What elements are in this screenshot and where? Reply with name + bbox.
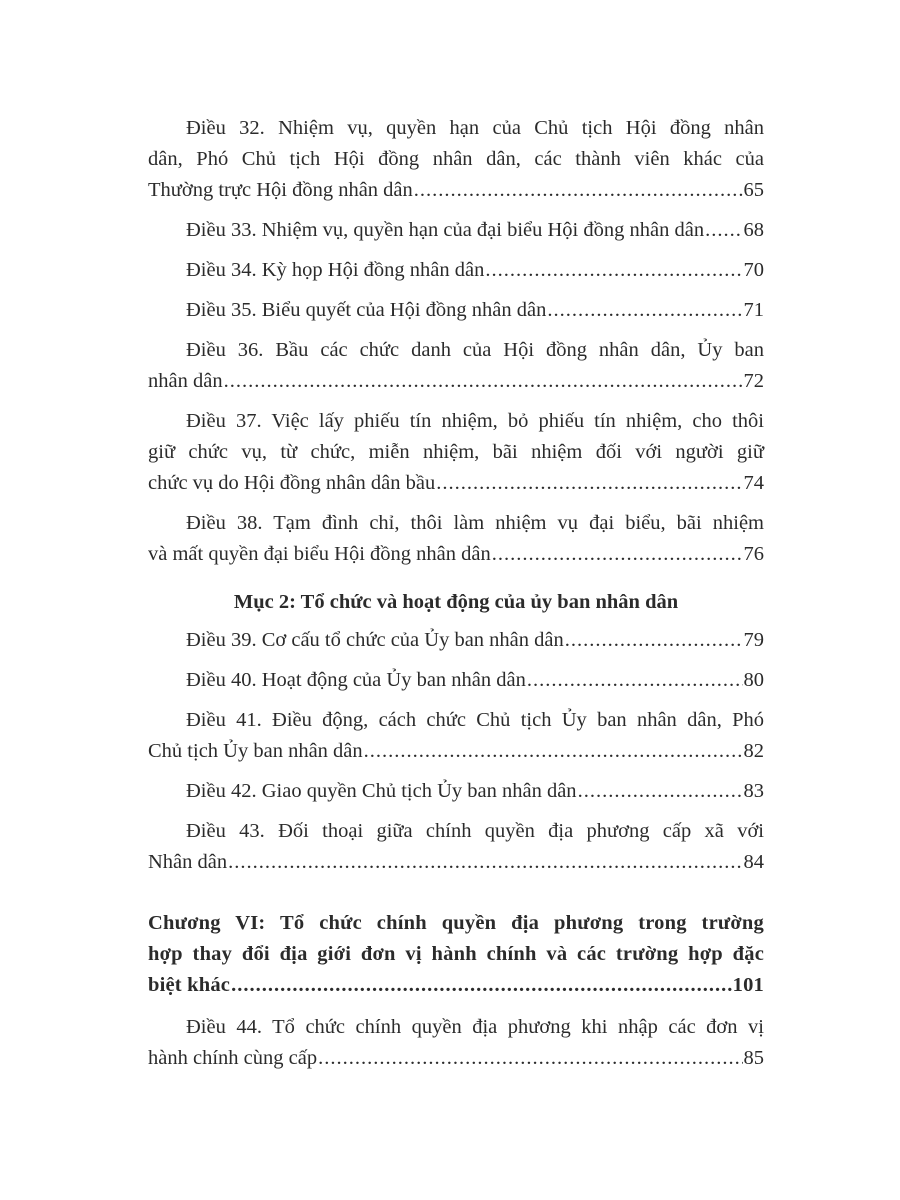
dot-leader bbox=[485, 255, 742, 286]
page-number: 84 bbox=[743, 851, 764, 873]
toc-line bbox=[148, 508, 764, 539]
page-number: 82 bbox=[743, 740, 764, 762]
toc-article-entry bbox=[148, 1012, 764, 1074]
toc-line-text: Điều 33. Nhiệm vụ, quyền hạn của đại biểu Hội đồng nhân dân bbox=[186, 219, 705, 241]
dot-leader bbox=[318, 1043, 742, 1074]
toc-article-entry bbox=[148, 816, 764, 878]
toc-line bbox=[148, 908, 764, 939]
dot-leader bbox=[364, 736, 743, 767]
toc-line-text: Điều 41. Điều động, cách chức Chủ tịch Ủy ban nhân dân, Phó bbox=[186, 709, 764, 731]
toc-line-text: chức vụ do Hội đồng nhân dân bầu bbox=[148, 472, 436, 494]
toc-line-text: dân, Phó Chủ tịch Hội đồng nhân dân, các thành viên khác của bbox=[148, 148, 764, 170]
page-number: 80 bbox=[743, 669, 764, 691]
toc-line-text: nhân dân bbox=[148, 370, 223, 392]
toc-line bbox=[148, 175, 764, 206]
dot-leader bbox=[228, 847, 742, 878]
page-number: 70 bbox=[743, 259, 764, 281]
page-number: 83 bbox=[743, 780, 764, 802]
toc-line-text: Điều 35. Biểu quyết của Hội đồng nhân dân bbox=[186, 299, 547, 321]
dot-leader bbox=[414, 175, 743, 206]
dot-leader bbox=[492, 539, 743, 570]
toc-line-text: Điều 37. Việc lấy phiếu tín nhiệm, bỏ phiếu tín nhiệm, cho thôi bbox=[186, 410, 764, 432]
dot-leader bbox=[705, 215, 742, 246]
page-number: 101 bbox=[732, 974, 764, 996]
page-number: 79 bbox=[743, 629, 764, 651]
toc-line-text: Điều 42. Giao quyền Chủ tịch Ủy ban nhân dân bbox=[186, 780, 577, 802]
dot-leader bbox=[547, 295, 742, 326]
toc-line-text: Điều 40. Hoạt động của Ủy ban nhân dân bbox=[186, 669, 526, 691]
toc-line bbox=[148, 539, 764, 570]
toc-line-text: biệt khác bbox=[148, 974, 231, 996]
toc-line bbox=[148, 406, 764, 437]
dot-leader bbox=[231, 970, 732, 1001]
toc-line-text: Điều 34. Kỳ họp Hội đồng nhân dân bbox=[186, 259, 485, 281]
page-number: 74 bbox=[743, 472, 764, 494]
page-number: 76 bbox=[743, 543, 764, 565]
toc-article-entry bbox=[148, 255, 764, 286]
toc-line-text: Điều 36. Bầu các chức danh của Hội đồng nhân dân, Ủy ban bbox=[186, 339, 764, 361]
toc-line bbox=[148, 437, 764, 468]
toc-line bbox=[148, 144, 764, 175]
toc-line-text: Điều 44. Tổ chức chính quyền địa phương khi nhập các đơn vị bbox=[186, 1016, 764, 1038]
toc-line bbox=[148, 113, 764, 144]
toc-line-text: hợp thay đổi địa giới đơn vị hành chính và các trường hợp đặc bbox=[148, 943, 764, 965]
toc-line bbox=[148, 255, 764, 286]
page-number: 65 bbox=[743, 179, 764, 201]
dot-leader bbox=[527, 665, 743, 696]
page-number: 68 bbox=[743, 219, 764, 241]
toc-line bbox=[148, 705, 764, 736]
toc-line bbox=[148, 215, 764, 246]
section-heading: Mục 2: Tổ chức và hoạt động của ủy ban nhân dân bbox=[233, 591, 679, 613]
table-of-contents bbox=[148, 113, 764, 1074]
toc-line bbox=[148, 776, 764, 807]
toc-line bbox=[148, 939, 764, 970]
toc-article-entry bbox=[148, 406, 764, 499]
toc-line bbox=[148, 366, 764, 397]
toc-line bbox=[148, 468, 764, 499]
toc-line-text: Điều 32. Nhiệm vụ, quyền hạn của Chủ tịch Hội đồng nhân bbox=[186, 117, 764, 139]
toc-article-entry bbox=[148, 113, 764, 206]
toc-line bbox=[148, 1043, 764, 1074]
toc-line-text: hành chính cùng cấp bbox=[148, 1047, 318, 1069]
page-number: 71 bbox=[743, 299, 764, 321]
toc-line bbox=[148, 816, 764, 847]
toc-line-text: và mất quyền đại biểu Hội đồng nhân dân bbox=[148, 543, 491, 565]
toc-line bbox=[148, 970, 764, 1001]
toc-article-entry bbox=[148, 295, 764, 326]
toc-article-entry bbox=[148, 508, 764, 570]
toc-line bbox=[148, 847, 764, 878]
toc-line-text: Điều 39. Cơ cấu tổ chức của Ủy ban nhân dân bbox=[186, 629, 564, 651]
toc-line-text: Chương VI: Tổ chức chính quyền địa phương trong trường bbox=[148, 912, 764, 934]
toc-line-text: Nhân dân bbox=[148, 851, 228, 873]
toc-line-text: Thường trực Hội đồng nhân dân bbox=[148, 179, 413, 201]
toc-line-text: Chủ tịch Ủy ban nhân dân bbox=[148, 740, 363, 762]
page-number: 85 bbox=[743, 1047, 764, 1069]
page-number: 72 bbox=[743, 370, 764, 392]
dot-leader bbox=[436, 468, 742, 499]
toc-article-entry bbox=[148, 215, 764, 246]
toc-chapter-entry bbox=[148, 908, 764, 1001]
toc-line bbox=[148, 1012, 764, 1043]
dot-leader bbox=[578, 776, 743, 807]
toc-line bbox=[148, 295, 764, 326]
toc-article-entry bbox=[148, 625, 764, 656]
toc-line bbox=[148, 736, 764, 767]
dot-leader bbox=[565, 625, 743, 656]
toc-article-entry bbox=[148, 335, 764, 397]
toc-line bbox=[148, 665, 764, 696]
toc-article-entry bbox=[148, 705, 764, 767]
dot-leader bbox=[224, 366, 743, 397]
toc-article-entry bbox=[148, 665, 764, 696]
toc-line-text: Điều 43. Đối thoại giữa chính quyền địa phương cấp xã với bbox=[186, 820, 764, 842]
toc-line-text: Điều 38. Tạm đình chỉ, thôi làm nhiệm vụ đại biểu, bãi nhiệm bbox=[186, 512, 764, 534]
toc-line bbox=[148, 335, 764, 366]
toc-line-text: giữ chức vụ, từ chức, miễn nhiệm, bãi nhiệm đối với người giữ bbox=[148, 441, 764, 463]
toc-article-entry bbox=[148, 776, 764, 807]
toc-line bbox=[148, 625, 764, 656]
